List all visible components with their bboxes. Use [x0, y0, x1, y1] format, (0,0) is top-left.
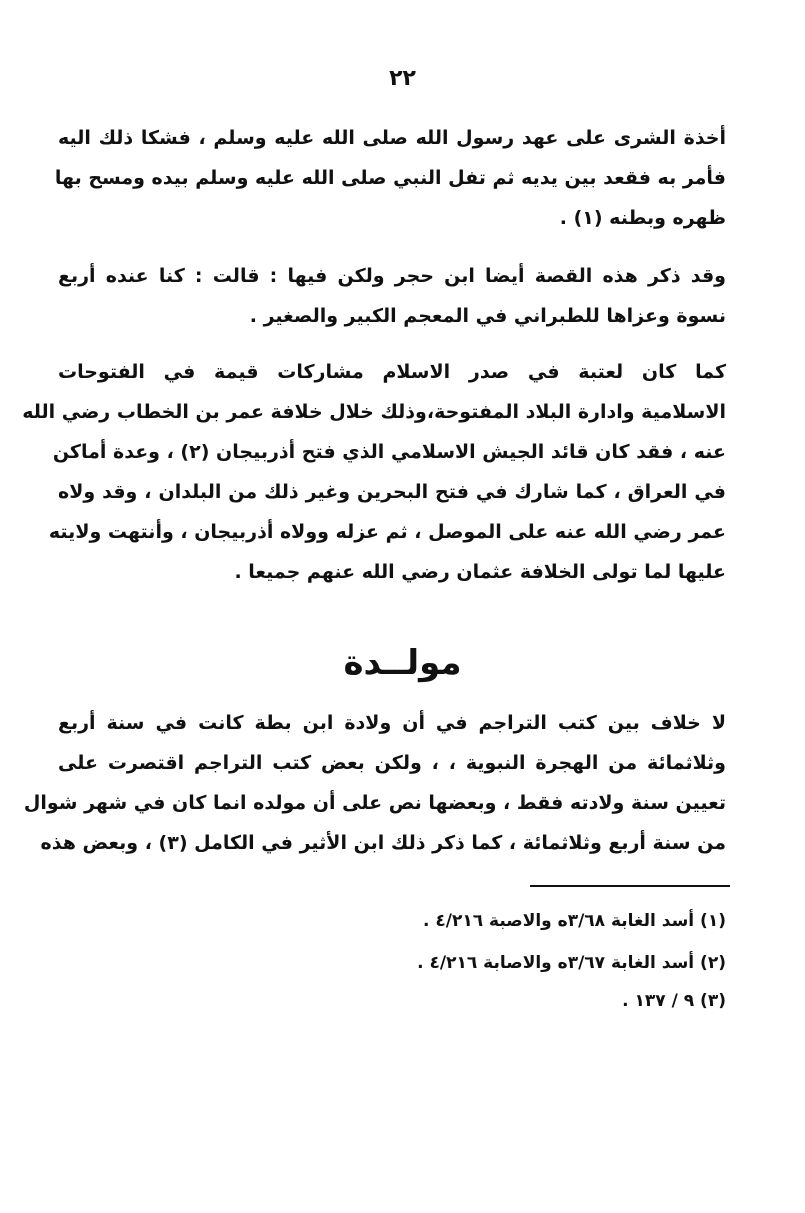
- text-line: وثلاثمائة من الهجرة النبوية ، ، ولكن بعض كتب التراجم اقتصرت على: [58, 752, 726, 774]
- text-line: تعيين سنة ولادته فقط ، وبعضها نص على أن مولده انما كان في شهر شوال: [23, 792, 726, 814]
- text-line: لا خلاف بين كتب التراجم في أن ولادة ابن بطة كانت في سنة أربع: [58, 712, 726, 734]
- text-line: في العراق ، كما شارك في فتح البحرين وغير ذلك من البلدان ، وقد ولاه: [58, 481, 726, 503]
- paragraph-1: [54, 118, 726, 238]
- footnote-2: (٢) أسد الغابة ٣/٦٧ه والاصابة ٤/٢١٦ .: [417, 953, 726, 973]
- text-line: أخذة الشرى على عهد رسول الله صلى الله عليه وسلم ، فشكا ذلك اليه: [58, 127, 726, 149]
- text-line: فأمر به فقعد بين يديه ثم تفل النبي صلى الله عليه وسلم بيده ومسح بها: [54, 167, 726, 189]
- footnote-divider: [530, 885, 730, 887]
- text-line: عمر رضي الله عنه على الموصل ، ثم عزله وولاه أذربيجان ، وأنتهت ولايته: [48, 521, 726, 543]
- footnote-3: (٣) ٩ / ١٣٧ .: [622, 991, 726, 1011]
- text-line: عليها لما تولى الخلافة عثمان رضي الله عنهم جميعا .: [234, 561, 726, 583]
- text-line: كما كان لعتبة في صدر الاسلام مشاركات قيمة في الفتوحات: [58, 361, 726, 383]
- section-heading: مولــدة: [343, 643, 462, 683]
- paragraph-2: [58, 256, 726, 336]
- text-line: من سنة أربع وثلاثمائة ، كما ذكر ذلك ابن الأثير في الكامل (٣) ، وبعض هذه: [40, 832, 726, 854]
- section-paragraph: [23, 703, 726, 863]
- paragraph-3: [22, 352, 726, 592]
- text-line: الاسلامية وادارة البلاد المفتوحة،وذلك خلال خلافة عمر بن الخطاب رضي الله: [22, 401, 726, 423]
- text-line: ظهره وبطنه (١) .: [559, 207, 726, 229]
- text-line: وقد ذكر هذه القصة أيضا ابن حجر ولكن فيها : قالت : كنا عنده أربع: [58, 265, 726, 287]
- page-number: ٢٢: [389, 66, 416, 91]
- text-line: نسوة وعزاها للطبراني في المعجم الكبير والصغير .: [249, 305, 726, 327]
- footnote-1: (١) أسد الغابة ٣/٦٨ه والاصبة ٤/٢١٦ .: [422, 911, 726, 931]
- text-line: عنه ، فقد كان قائد الجيش الاسلامي الذي فتح أذربيجان (٢) ، وعدة أماكن: [52, 441, 726, 463]
